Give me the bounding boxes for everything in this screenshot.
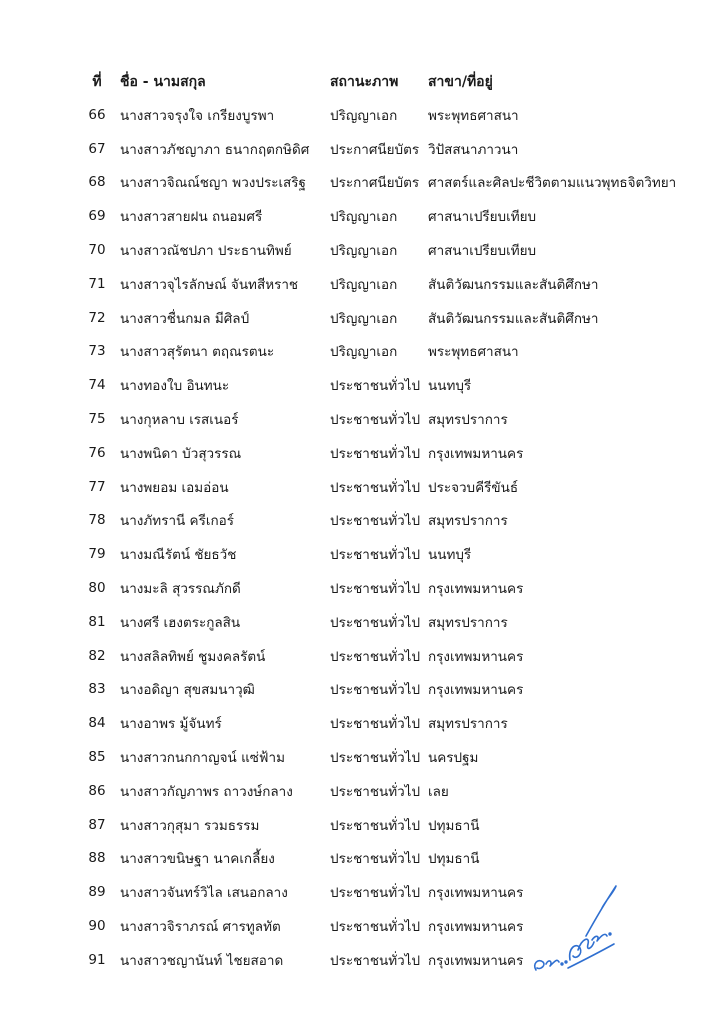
row-name: นางสลิลทิพย์ ชูมงคลรัตน์ (120, 648, 266, 665)
row-status: ประชาชนทั่วไป (330, 851, 421, 868)
row-number: 82 (88, 647, 106, 664)
row-branch: สมุทรปราการ (428, 614, 508, 631)
row-number: 86 (88, 782, 106, 799)
row-name: นางสาวภัชญาภา ธนากฤตกษิดิศ (120, 141, 310, 158)
row-number: 84 (88, 715, 106, 732)
row-branch: ประจวบคีรีขันธ์ (428, 479, 519, 496)
row-status: ประกาศนียบัตร (330, 141, 420, 158)
row-branch: กรุงเทพมหานคร (428, 445, 524, 462)
row-name: นางสาวกัญภาพร ถาวงษ์กลาง (120, 783, 293, 800)
row-status: ปริญญาเอก (330, 344, 398, 361)
row-status: ประชาชนทั่วไป (330, 513, 421, 530)
header-name: ชื่อ - นามสกุล (120, 74, 206, 90)
row-number: 68 (88, 174, 106, 191)
row-name: นางอาพร มู้จันทร์ (120, 716, 222, 733)
row-status: ประชาชนทั่วไป (330, 682, 421, 699)
row-status: ประชาชนทั่วไป (330, 581, 421, 598)
row-number: 66 (88, 106, 106, 123)
table-row (78, 537, 676, 571)
row-status: ประชาชนทั่วไป (330, 750, 421, 767)
row-status: ปริญญาเอก (330, 243, 398, 260)
row-branch: พระพุทธศาสนา (428, 344, 519, 361)
table-row (78, 605, 676, 639)
row-number: 67 (88, 140, 106, 157)
row-name: นางสาวจิราภรณ์ ศารทูลทัต (120, 919, 281, 936)
row-number: 71 (88, 275, 106, 292)
row-name: นางสาวณัชปภา ประธานทิพย์ (120, 243, 292, 260)
row-name: นางสาวสุรัตนา ตฤณรตนะ (120, 344, 275, 361)
row-number: 91 (88, 951, 106, 968)
row-name: นางสาวสายฝน ถนอมศรี (120, 209, 263, 226)
row-status: ประชาชนทั่วไป (330, 412, 421, 429)
row-name: นางอดิญา สุขสมนาวุฒิ (120, 682, 255, 699)
row-branch: ปทุมธานี (428, 817, 480, 834)
row-status: ประกาศนียบัตร (330, 175, 420, 192)
row-number: 73 (88, 343, 106, 360)
row-branch: นครปฐม (428, 750, 479, 767)
row-branch: สันติวัฒนกรรมและสันติศึกษา (428, 310, 599, 327)
row-branch: เลย (428, 783, 449, 800)
row-name: นางสาวกุสุมา รวมธรรม (120, 817, 260, 834)
row-number: 78 (88, 512, 106, 529)
table-row (78, 166, 676, 200)
table-row (78, 301, 676, 335)
row-status: ประชาชนทั่วไป (330, 783, 421, 800)
row-number: 70 (88, 242, 106, 259)
row-number: 74 (88, 377, 106, 394)
header-no: ที่ (92, 74, 102, 90)
row-name: นางศรี เฮงตระกูลสิน (120, 614, 241, 631)
row-branch: สมุทรปราการ (428, 716, 508, 733)
row-name: นางภัทรานี ครีเกอร์ (120, 513, 234, 530)
header-branch: สาขา/ที่อยู่ (428, 74, 493, 90)
row-name: นางสาวกนกกาญจน์ แซ่ฟ้าม (120, 750, 285, 767)
row-name: นางสาวจิณณ์ชญา พวงประเสริฐ (120, 175, 306, 192)
row-branch: พระพุทธศาสนา (428, 107, 519, 124)
row-status: ประชาชนทั่วไป (330, 952, 421, 969)
row-status: ประชาชนทั่วไป (330, 885, 421, 902)
row-number: 75 (88, 411, 106, 428)
row-branch: สมุทรปราการ (428, 412, 508, 429)
row-branch: กรุงเทพมหานคร (428, 648, 524, 665)
row-name: นางสาวจรุงใจ เกรียงบูรพา (120, 107, 275, 124)
table-row (78, 740, 676, 774)
row-status: ประชาชนทั่วไป (330, 614, 421, 631)
row-branch: นนทบุรี (428, 378, 472, 395)
handwritten-signature (526, 878, 626, 978)
row-name: นางสาวชญานันท์ ไชยสอาด (120, 952, 284, 969)
row-name: นางพนิดา บัวสุวรรณ (120, 445, 242, 462)
row-status: ปริญญาเอก (330, 276, 398, 293)
table-row (78, 98, 676, 132)
row-branch: กรุงเทพมหานคร (428, 885, 524, 902)
row-number: 76 (88, 444, 106, 461)
row-number: 88 (88, 850, 106, 867)
row-number: 77 (88, 478, 106, 495)
row-status: ประชาชนทั่วไป (330, 919, 421, 936)
row-name: นางมะลิ สุวรรณภักดี (120, 581, 241, 598)
row-branch: กรุงเทพมหานคร (428, 581, 524, 598)
row-name: นางมณีรัตน์ ชัยธวัช (120, 547, 237, 564)
row-branch: ศาสนาเปรียบเทียบ (428, 243, 537, 260)
table-row (78, 132, 676, 166)
row-number: 83 (88, 681, 106, 698)
row-name: นางสาวขนิษฐา นาคเกลี้ยง (120, 851, 275, 868)
participant-table (78, 66, 676, 977)
row-name: นางทองใบ อินทนะ (120, 378, 230, 395)
row-status: ประชาชนทั่วไป (330, 547, 421, 564)
table-row (78, 267, 676, 301)
row-branch: ศาสนาเปรียบเทียบ (428, 209, 537, 226)
table-row (78, 436, 676, 470)
row-number: 85 (88, 749, 106, 766)
row-name: นางสาวจุไรลักษณ์ จันทสีหราช (120, 276, 299, 293)
row-branch: ปทุมธานี (428, 851, 480, 868)
table-row (78, 504, 676, 538)
row-status: ปริญญาเอก (330, 209, 398, 226)
row-number: 79 (88, 546, 106, 563)
table-row (78, 673, 676, 707)
row-name: นางกุหลาบ เรสเนอร์ (120, 412, 239, 429)
row-number: 89 (88, 884, 106, 901)
row-branch: วิปัสสนาภาวนา (428, 141, 519, 158)
table-row (78, 368, 676, 402)
header-status: สถานะภาพ (330, 74, 399, 90)
row-branch: นนทบุรี (428, 547, 472, 564)
row-branch: กรุงเทพมหานคร (428, 682, 524, 699)
row-status: ประชาชนทั่วไป (330, 648, 421, 665)
table-body (78, 98, 676, 977)
table-row (78, 571, 676, 605)
row-number: 87 (88, 816, 106, 833)
row-name: นางสาวชื่นกมล มีศิลป์ (120, 310, 250, 327)
row-number: 69 (88, 208, 106, 225)
row-status: ประชาชนทั่วไป (330, 716, 421, 733)
table-row (78, 706, 676, 740)
table-row (78, 639, 676, 673)
row-number: 81 (88, 613, 106, 630)
table-row (78, 402, 676, 436)
table-row (78, 233, 676, 267)
row-branch: กรุงเทพมหานคร (428, 919, 524, 936)
table-row (78, 470, 676, 504)
row-status: ประชาชนทั่วไป (330, 479, 421, 496)
row-status: ประชาชนทั่วไป (330, 445, 421, 462)
row-branch: สมุทรปราการ (428, 513, 508, 530)
row-name: นางสาวจันทร์วิไล เสนอกลาง (120, 885, 288, 902)
table-row (78, 774, 676, 808)
row-status: ปริญญาเอก (330, 107, 398, 124)
row-name: นางพยอม เอมอ่อน (120, 479, 229, 496)
row-number: 80 (88, 580, 106, 597)
table-row (78, 808, 676, 842)
table-row (78, 335, 676, 369)
table-header-row (78, 66, 676, 98)
row-status: ประชาชนทั่วไป (330, 378, 421, 395)
table-row (78, 842, 676, 876)
table-row (78, 199, 676, 233)
row-number: 90 (88, 918, 106, 935)
row-number: 72 (88, 309, 106, 326)
row-branch: ศาสตร์และศิลปะชีวิตตามแนวพุทธจิตวิทยา (428, 175, 677, 192)
row-branch: กรุงเทพมหานคร (428, 952, 524, 969)
row-branch: สันติวัฒนกรรมและสันติศึกษา (428, 276, 599, 293)
row-status: ปริญญาเอก (330, 310, 398, 327)
row-status: ประชาชนทั่วไป (330, 817, 421, 834)
